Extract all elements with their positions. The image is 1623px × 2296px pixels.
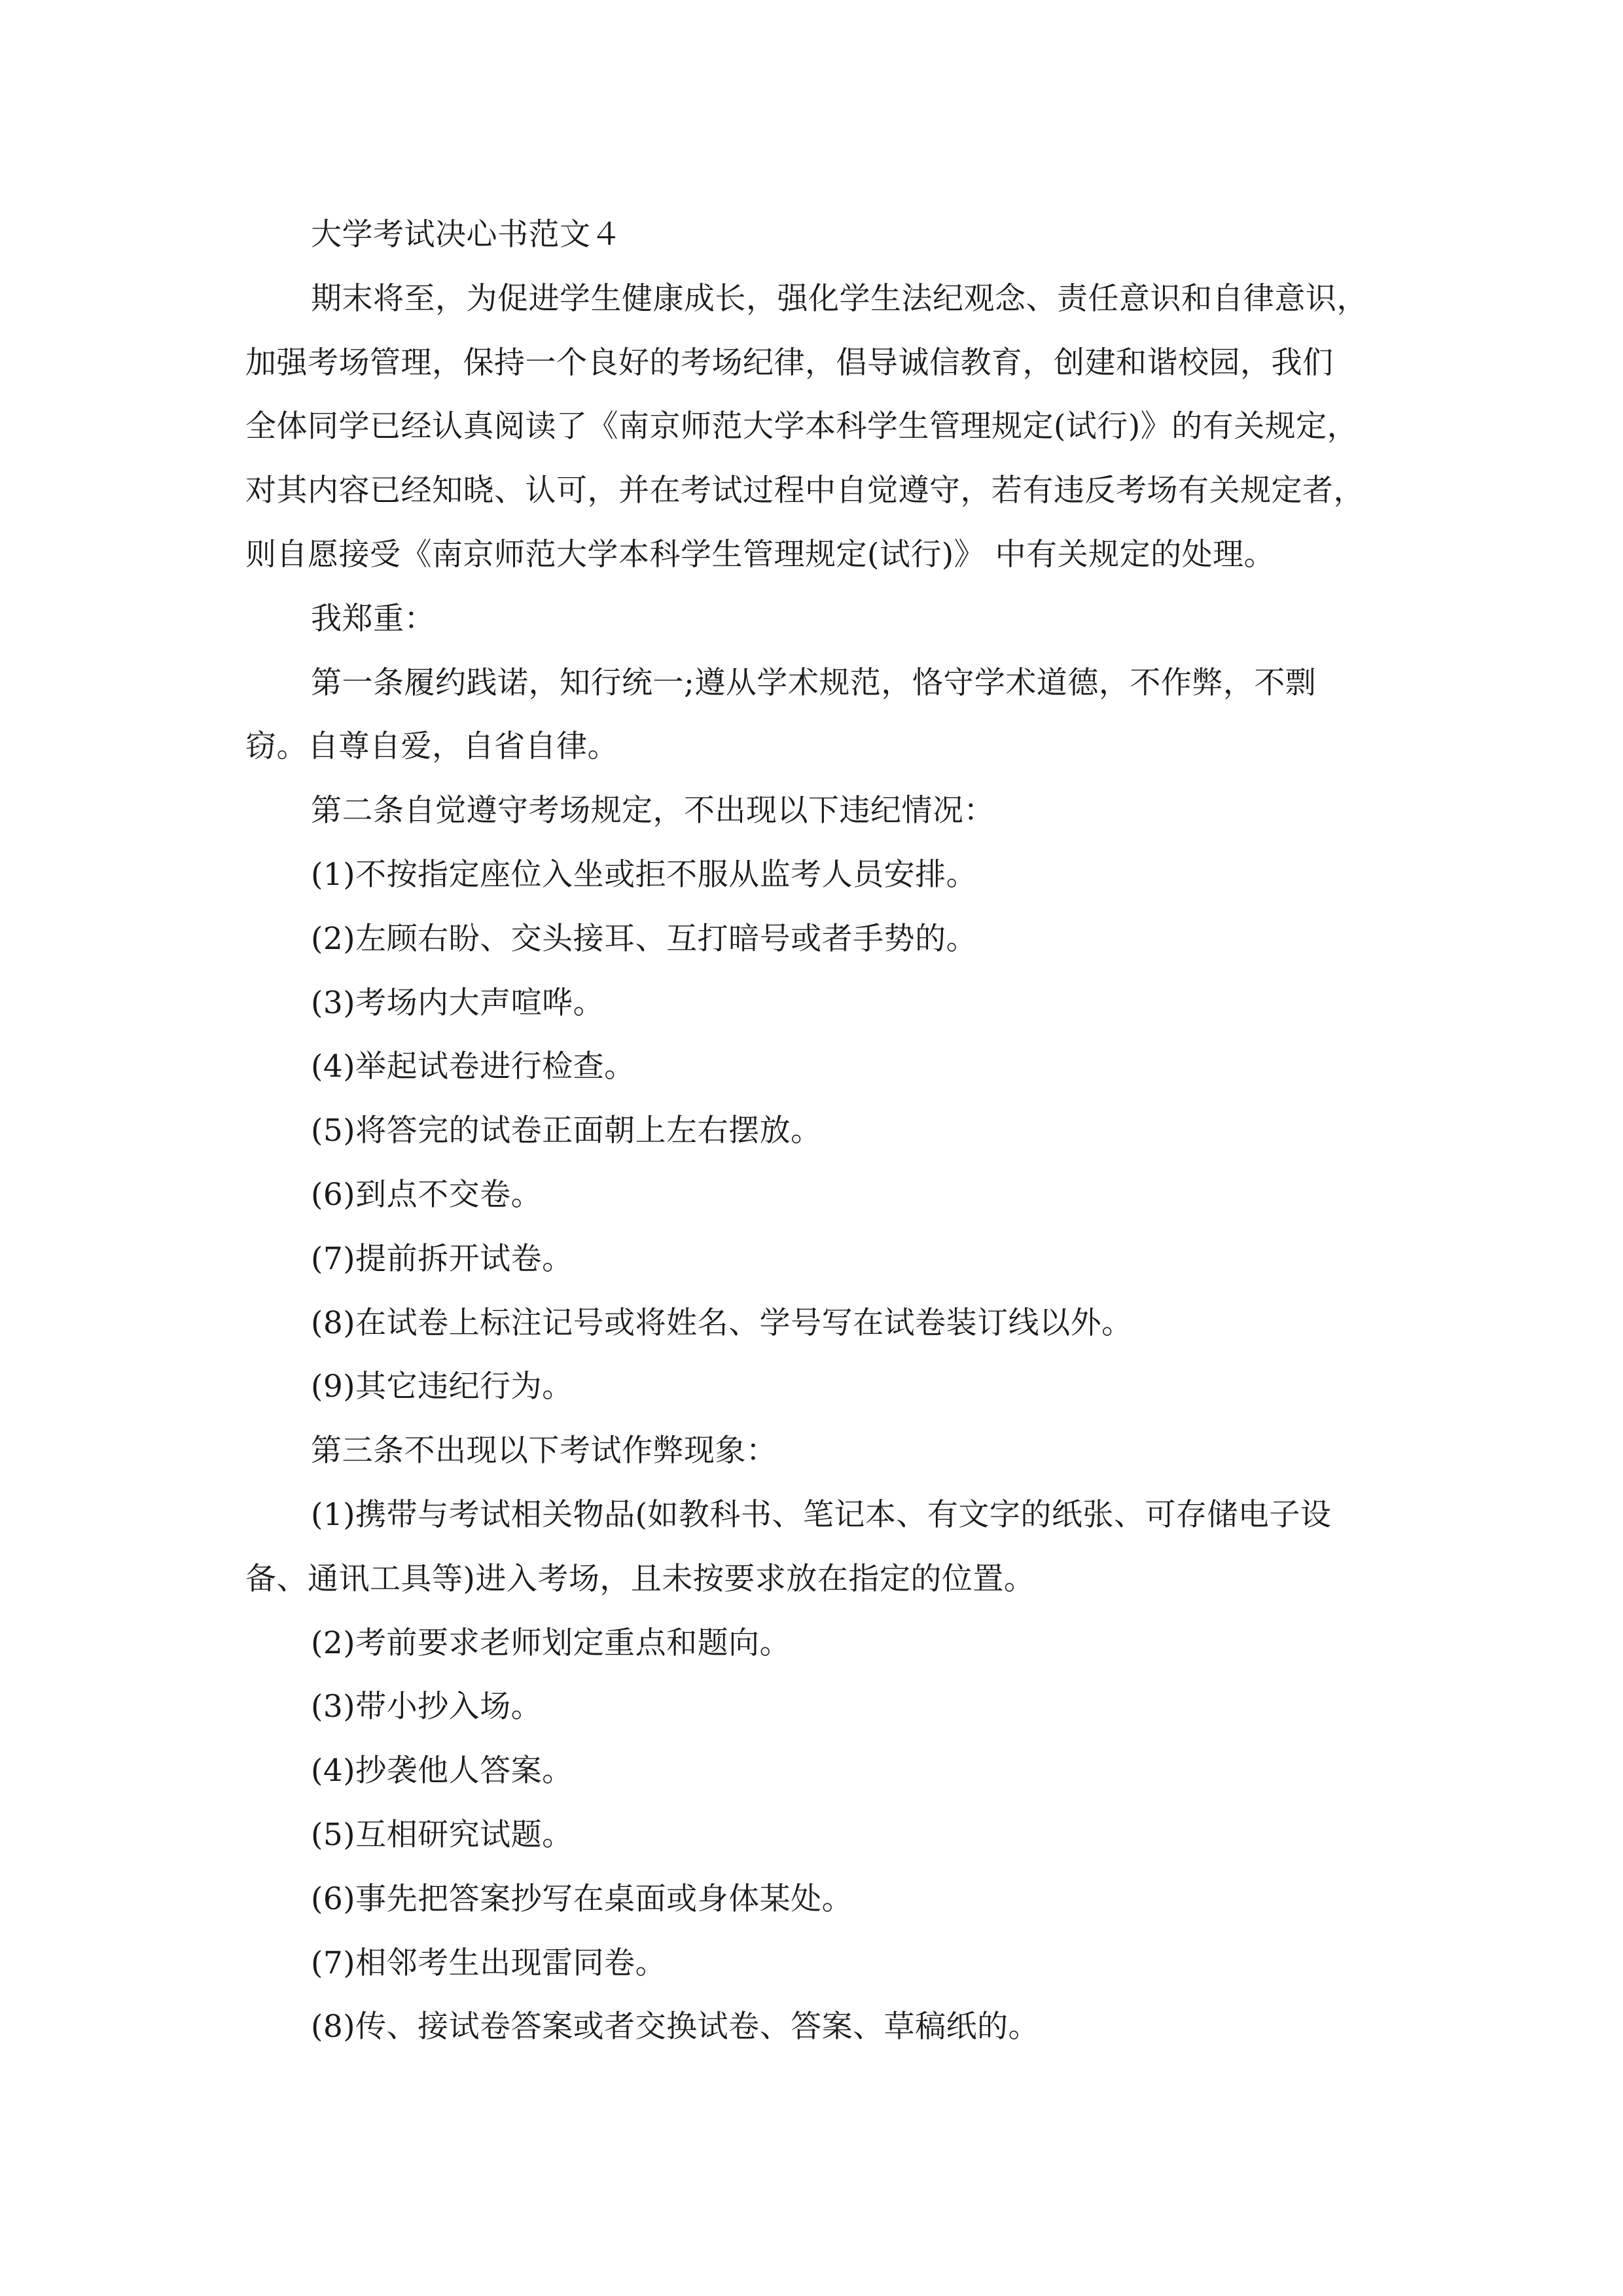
paragraph-line: 期末将至，为促进学生健康成长，强化学生法纪观念、责任意识和自律意识， [311, 280, 1368, 317]
list-item: (3)带小抄入场。 [311, 1689, 543, 1725]
list-item: (2)考前要求老师划定重点和题向。 [311, 1624, 791, 1661]
list-item: (8)在试卷上标注记号或将姓名、学号写在试卷装订线以外。 [311, 1304, 1133, 1341]
list-item: (1)不按指定座位入坐或拒不服从监考人员安排。 [311, 856, 978, 893]
list-item: (3)考场内大声喧哗。 [311, 984, 605, 1021]
article-one-line: 窃。自尊自爱，自省自律。 [245, 728, 618, 765]
article-one-line: 第一条履约践诺，知行统一;遵从学术规范，恪守学术道德，不作弊，不剽 [311, 664, 1317, 701]
list-item: (4)抄袭他人答案。 [311, 1753, 573, 1789]
article-three-heading: 第三条不出现以下考试作弊现象： [311, 1433, 777, 1469]
list-item: (1)携带与考试相关物品(如教科书、笔记本、有文字的纸张、可存储电子设 [311, 1496, 1332, 1533]
list-item: (4)举起试卷进行检查。 [311, 1049, 635, 1085]
list-item: (2)左顾右盼、交头接耳、互打暗号或者手势的。 [311, 920, 978, 957]
document-body [245, 203, 1417, 2059]
list-item: (6)事先把答案抄写在桌面或身体某处。 [311, 1880, 853, 1917]
document-title: 大学考试决心书范文４ [311, 217, 622, 253]
pledge-heading: 我郑重： [311, 600, 435, 637]
list-item: (9)其它违纪行为。 [311, 1369, 573, 1405]
article-two-heading: 第二条自觉遵守考场规定，不出现以下违纪情况： [311, 793, 995, 829]
paragraph-line: 加强考场管理，保持一个良好的考场纪律，倡导诚信教育，创建和谐校园，我们 [245, 344, 1334, 381]
list-item: (8)传、接试卷答案或者交换试卷、答案、草稿纸的。 [311, 2009, 1040, 2045]
list-item: (6)到点不交卷。 [311, 1176, 543, 1213]
list-item: (7)相邻考生出现雷同卷。 [311, 1945, 667, 1981]
list-item-continuation: 备、通讯工具等)进入考场，且未按要求放在指定的位置。 [245, 1560, 1035, 1597]
list-item: (7)提前拆开试卷。 [311, 1240, 573, 1277]
list-item: (5)将答完的试卷正面朝上左右摆放。 [311, 1113, 822, 1149]
list-item: (5)互相研究试题。 [311, 1816, 573, 1853]
paragraph-line: 全体同学已经认真阅读了《南京师范大学本科学生管理规定(试行)》的有关规定， [245, 408, 1359, 445]
paragraph-line: 则自愿接受《南京师范大学本科学生管理规定(试行)》 中有关规定的处理。 [245, 536, 1275, 573]
paragraph-line: 对其内容已经知晓、认可，并在考试过程中自觉遵守，若有违反考场有关规定者， [245, 473, 1364, 509]
